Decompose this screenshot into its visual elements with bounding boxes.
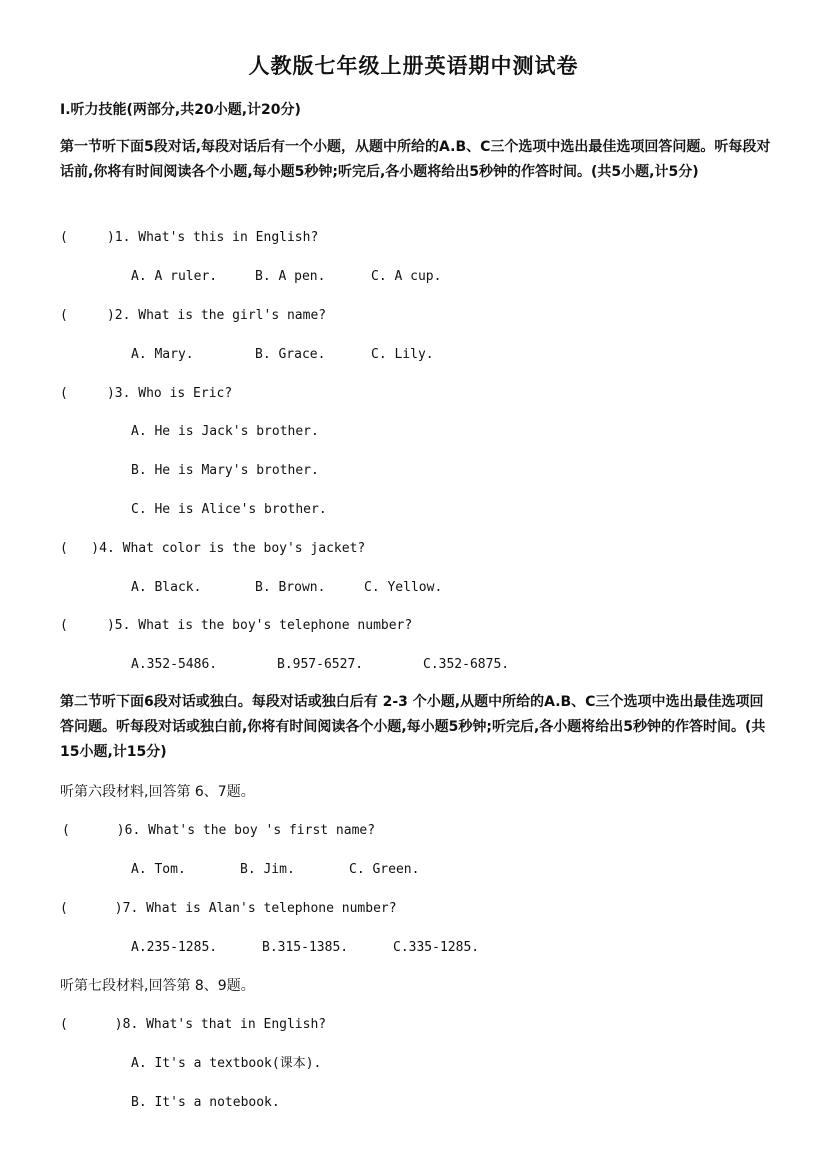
option-b: B. He is Mary's brother.	[131, 463, 319, 478]
part1-instructions: 第一节听下面5段对话,每段对话后有一个小题，从题中所给的A.B、C三个选项中选出最佳选项回答问题。听每段对话前,你将有时间阅读各个小题,每小题5秒钟;听完后,各小题将给出5秒钟的作答时间。(共5小题,计5分)	[60, 139, 771, 180]
option-c: C. Yellow.	[364, 580, 443, 595]
option-b: B. Brown.	[255, 580, 326, 595]
part2-instructions: 第二节听下面6段对话或独白。每段对话或独白后有 2-3 个小题,从题中所给的A.B、C三个选项中选出最佳选项回答问题。听每段对话或独白前,你将有时间阅读各个小题,每小题5秒钟;听完后,各小题将给出5秒钟的作答时间。(共15小题,计15分)	[60, 694, 766, 760]
option-b: B.957-6527.	[277, 657, 364, 672]
option-b: B. It's a notebook.	[131, 1095, 280, 1110]
material-six-note: 听第六段材料,回答第 6、7题。	[60, 784, 255, 800]
question-stem: ( )1. What's this in English?	[60, 230, 319, 245]
option-a: A. Mary.	[131, 347, 194, 362]
option-c: C.335-1285.	[393, 940, 480, 955]
question-stem: ( )8. What's that in English?	[60, 1017, 327, 1032]
question-stem: ( )5. What is the boy's telephone number?	[60, 618, 413, 633]
option-b: B. Jim.	[240, 862, 295, 877]
option-c: C.352-6875.	[423, 657, 510, 672]
option-c: C. A cup.	[371, 269, 442, 284]
question-stem: ( )3. Who is Eric?	[60, 386, 233, 401]
question-stem: ( )6. What's the boy 's first name?	[62, 823, 376, 838]
option-a: A. He is Jack's brother.	[131, 424, 319, 439]
question-stem: ( )4. What color is the boy's jacket?	[60, 541, 366, 556]
option-a: A. A ruler.	[131, 269, 218, 284]
option-c: C. Green.	[349, 862, 420, 877]
option-a: A. Tom.	[131, 862, 186, 877]
question-stem: ( )2. What is the girl's name?	[60, 308, 327, 323]
option-b: B. A pen.	[255, 269, 326, 284]
option-a: A.235-1285.	[131, 940, 218, 955]
option-c: C. Lily.	[371, 347, 434, 362]
question-stem: ( )7. What is Alan's telephone number?	[60, 901, 397, 916]
material-seven-note: 听第七段材料,回答第 8、9题。	[60, 978, 255, 994]
page-title: 人教版七年级上册英语期中测试卷	[248, 53, 579, 78]
option-a: A. Black.	[131, 580, 202, 595]
option-b: B. Grace.	[255, 347, 326, 362]
option-a: A. It's a textbook(课本).	[131, 1056, 322, 1071]
option-a: A.352-5486.	[131, 657, 218, 672]
option-c: C. He is Alice's brother.	[131, 502, 327, 517]
option-b: B.315-1385.	[262, 940, 349, 955]
section-heading: Ⅰ.听力技能(两部分,共20小题,计20分)	[60, 102, 301, 118]
